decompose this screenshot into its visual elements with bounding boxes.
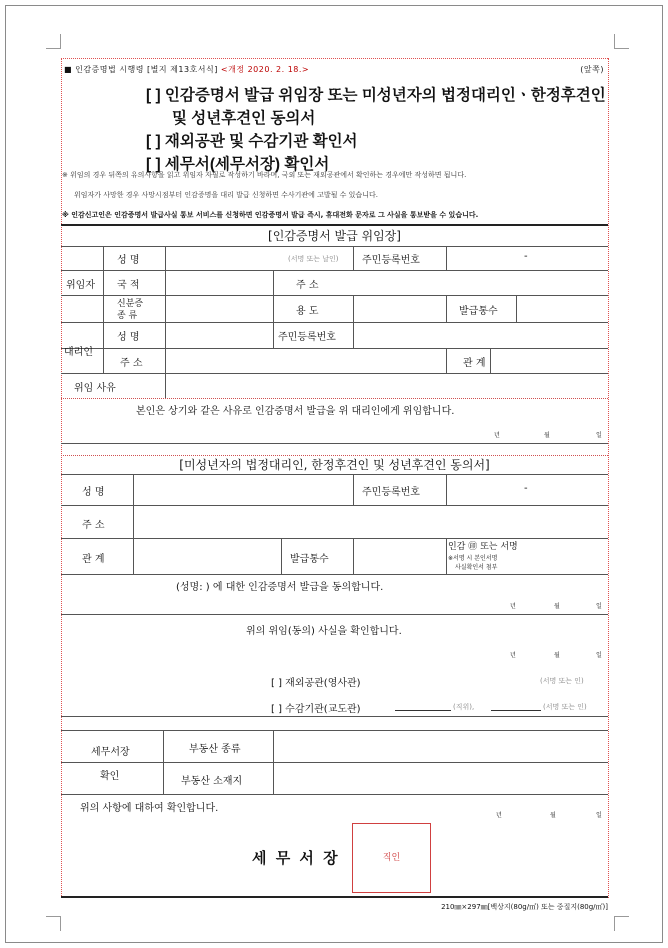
consent-relation-label: 관 계 bbox=[82, 554, 105, 565]
consent-resident-no-dash: - bbox=[524, 483, 528, 494]
section-divider bbox=[61, 224, 608, 226]
table-line bbox=[61, 373, 608, 374]
table-line bbox=[61, 322, 608, 323]
revision-text: <개정 2020. 2. 18.> bbox=[220, 65, 310, 74]
title-line-2[interactable]: [ ] 재외공관 및 수감기관 확인서 bbox=[146, 133, 358, 150]
seal-note-1: ※서명 시 본인서명 bbox=[448, 555, 498, 562]
table-vline bbox=[273, 270, 274, 348]
delegation-section-title: [인감증명서 발급 위임장] bbox=[268, 229, 401, 243]
table-vline bbox=[516, 295, 517, 322]
margin-guide bbox=[61, 58, 62, 898]
table-vline bbox=[353, 474, 354, 505]
consent-name-label: 성 명 bbox=[82, 487, 105, 498]
embassy-checkbox[interactable]: [ ] 재외공관(영사관) bbox=[271, 678, 361, 689]
date-month: 월 bbox=[554, 603, 560, 610]
property-location-label: 부동산 소재지 bbox=[181, 776, 243, 787]
note-1: ※ 위임의 경우 뒤쪽의 유의사항을 읽고 위임자 자필로 작성하기 바라며, 국외 또는 재외공관에서 확인하는 경우에만 작성하면 됩니다. bbox=[62, 171, 467, 179]
margin-guide bbox=[608, 58, 609, 898]
date-year: 년 bbox=[494, 432, 500, 439]
tax-chief-label: 세 무 서 장 bbox=[252, 849, 340, 867]
table-vline bbox=[446, 295, 447, 322]
table-line bbox=[61, 270, 608, 271]
resident-no-dash: - bbox=[524, 251, 528, 262]
purpose-label: 용 도 bbox=[296, 306, 319, 317]
crop-mark bbox=[614, 916, 629, 931]
prison-sign-field[interactable] bbox=[491, 700, 541, 711]
crop-mark bbox=[46, 916, 61, 931]
consent-address-label: 주 소 bbox=[82, 520, 105, 531]
consent-section-title: [미성년자의 법정대리인, 한정후견인 및 성년후견인 동의서] bbox=[179, 458, 490, 472]
stamp-label: 직인 bbox=[382, 853, 401, 863]
date-month: 월 bbox=[554, 652, 560, 659]
consent-statement: (성명: ) 에 대한 인감증명서 발급을 동의합니다. bbox=[176, 582, 384, 593]
tax-statement: 위의 사항에 대하여 확인합니다. bbox=[80, 803, 219, 814]
table-line bbox=[61, 443, 608, 444]
consent-copies-label: 발급통수 bbox=[290, 554, 329, 565]
date-year: 년 bbox=[510, 603, 516, 610]
table-vline bbox=[103, 246, 104, 373]
table-vline bbox=[446, 538, 447, 574]
prison-position-field[interactable] bbox=[395, 700, 451, 711]
prison-sign-hint: (서명 또는 인) bbox=[543, 703, 587, 711]
table-vline bbox=[165, 246, 166, 398]
reason-label: 위임 사유 bbox=[74, 383, 116, 394]
title-line-1b: 및 성년후견인 동의서 bbox=[172, 110, 316, 127]
embassy-sign-hint: (서명 또는 인) bbox=[540, 677, 584, 685]
agent-address-label: 주 소 bbox=[120, 358, 143, 369]
title-line-3[interactable]: [ ] 세무서(세무서장) 확인서 bbox=[146, 156, 330, 173]
date-day: 일 bbox=[596, 812, 602, 819]
table-line bbox=[61, 762, 608, 763]
crop-mark bbox=[614, 34, 629, 49]
note-2: 위임자가 사망한 경우 사망시점부터 인감증명을 대리 발급 신청하면 수사기관에 고발될 수 있습니다. bbox=[74, 191, 378, 199]
table-line bbox=[61, 794, 608, 795]
table-vline bbox=[133, 474, 134, 574]
table-line bbox=[61, 348, 608, 349]
id-type-label-2: 종 류 bbox=[117, 311, 138, 321]
table-vline bbox=[163, 730, 164, 794]
table-vline bbox=[353, 246, 354, 270]
bottom-border bbox=[61, 896, 608, 898]
table-line bbox=[61, 246, 608, 247]
confirmation-statement: 위의 위임(동의) 사실을 확인합니다. bbox=[246, 626, 402, 637]
date-day: 일 bbox=[596, 603, 602, 610]
delegator-label: 위임자 bbox=[66, 280, 95, 291]
form-titles bbox=[146, 84, 606, 176]
seal-note-2: 사실확인서 첨부 bbox=[455, 564, 498, 571]
table-vline bbox=[353, 295, 354, 348]
prison-position-hint: (직위), bbox=[453, 703, 475, 711]
consent-resident-no-label: 주민등록번호 bbox=[362, 487, 420, 498]
tax-office-label-2: 확인 bbox=[100, 771, 120, 782]
crop-mark bbox=[46, 34, 61, 49]
date-day: 일 bbox=[596, 432, 602, 439]
table-vline bbox=[281, 538, 282, 574]
delegation-statement: 본인은 상기와 같은 사유로 인감증명서 발급을 위 대리인에게 위임합니다. bbox=[136, 406, 455, 417]
margin-guide bbox=[61, 58, 608, 59]
table-vline bbox=[446, 474, 447, 505]
id-type-label-1: 신분증 bbox=[117, 299, 144, 309]
table-line bbox=[61, 474, 608, 475]
form-reference bbox=[64, 64, 309, 75]
form-ref-text: ■ 인감증명법 시행령 [별지 제13호서식] bbox=[64, 65, 218, 74]
prison-checkbox[interactable]: [ ] 수감기관(교도관) bbox=[271, 704, 361, 715]
delegator-address-label: 주 소 bbox=[296, 280, 319, 291]
tax-office-label-1: 세무서장 bbox=[91, 747, 130, 758]
signature-hint: (서명 또는 날인) bbox=[288, 255, 339, 263]
section-divider bbox=[61, 716, 608, 717]
table-line bbox=[61, 614, 608, 615]
table-line bbox=[61, 505, 608, 506]
table-line bbox=[61, 574, 608, 575]
table-vline bbox=[490, 348, 491, 373]
agent-label: 대리인 bbox=[64, 347, 93, 358]
date-day: 일 bbox=[596, 652, 602, 659]
relation-label: 관 계 bbox=[463, 358, 486, 369]
date-year: 년 bbox=[496, 812, 502, 819]
date-month: 월 bbox=[544, 432, 550, 439]
table-line bbox=[61, 538, 608, 539]
note-3: ※ 인감신고인은 인감증명서 발급사실 통보 서비스를 신청하면 인감증명서 발급 즉시, 휴대전화 문자로 그 사실을 통보받을 수 있습니다. bbox=[62, 211, 479, 219]
table-line bbox=[61, 398, 608, 399]
table-vline bbox=[273, 730, 274, 794]
page-side: (앞쪽) bbox=[580, 65, 604, 74]
official-seal-box bbox=[352, 823, 431, 893]
delegator-name-label: 성 명 bbox=[117, 255, 140, 266]
table-line bbox=[61, 730, 608, 731]
table-vline bbox=[353, 538, 354, 574]
date-month: 월 bbox=[550, 812, 556, 819]
date-year: 년 bbox=[510, 652, 516, 659]
property-type-label: 부동산 종류 bbox=[189, 744, 241, 755]
title-line-1[interactable]: [ ] 인감증명서 발급 위임장 또는 미성년자의 법정대리인ㆍ한정후견인 bbox=[146, 87, 606, 104]
table-vline bbox=[446, 348, 447, 373]
delegator-resident-no-label: 주민등록번호 bbox=[362, 255, 420, 266]
nationality-label: 국 적 bbox=[117, 280, 140, 291]
copies-label: 발급통수 bbox=[459, 306, 498, 317]
paper-spec: 210㎜×297㎜[백상지(80g/㎡) 또는 중질지(80g/㎡)] bbox=[441, 903, 608, 911]
agent-resident-no-label: 주민등록번호 bbox=[278, 332, 336, 343]
seal-label: 인감 ㊞ 또는 서명 bbox=[448, 542, 518, 552]
agent-name-label: 성 명 bbox=[117, 332, 140, 343]
table-vline bbox=[446, 246, 447, 270]
